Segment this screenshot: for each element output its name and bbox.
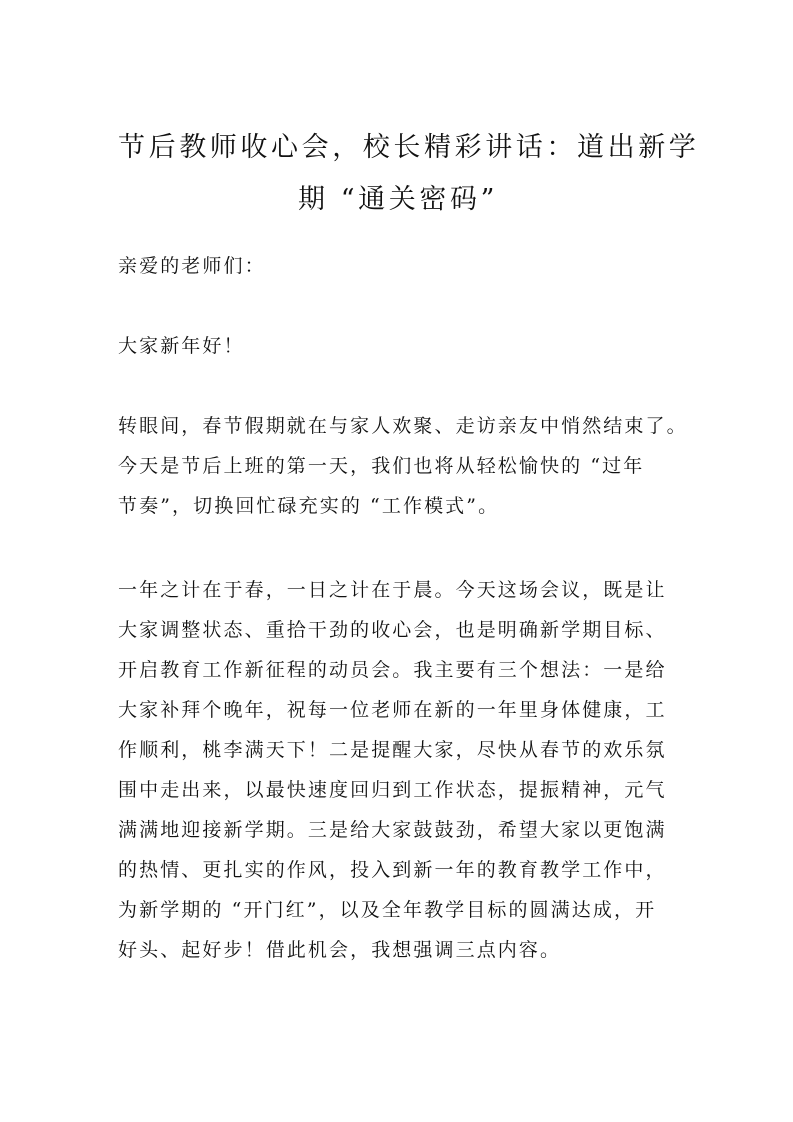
paragraph-2-line: 为新学期的 “开门红”，以及全年教学目标的圆满达成，开 bbox=[118, 899, 657, 921]
new-year-wish-paragraph bbox=[118, 326, 688, 366]
paragraph-2 bbox=[118, 570, 688, 970]
paragraph-1-line: 节奏”，切换回忙碌充实的 “工作模式”。 bbox=[118, 495, 500, 517]
paragraph-2-line: 一年之计在于春，一日之计在于晨。今天这场会议，既是让 bbox=[118, 579, 667, 601]
paragraph-2-line: 的热情、更扎实的作风，投入到新一年的教育教学工作中， bbox=[118, 859, 667, 881]
paragraph-2-line: 满满地迎接新学期。三是给大家鼓鼓劲，希望大家以更饱满 bbox=[118, 819, 667, 841]
paragraph-1 bbox=[118, 406, 688, 526]
paragraph-1-line: 今天是节后上班的第一天，我们也将从轻松愉快的 “过年 bbox=[118, 455, 645, 477]
title-line-1: 节后教师收心会，校长精彩讲话：道出新学 bbox=[118, 132, 700, 163]
new-year-wish-text: 大家新年好！ bbox=[118, 335, 245, 357]
title-line-2: 期 “通关密码” bbox=[298, 184, 498, 215]
paragraph-2-line: 开启教育工作新征程的动员会。我主要有三个想法：一是给 bbox=[118, 659, 667, 681]
paragraph-2-line: 大家调整状态、重拾干劲的收心会，也是明确新学期目标、 bbox=[118, 619, 667, 641]
paragraph-2-line: 好头、起好步！借此机会，我想强调三点内容。 bbox=[118, 939, 562, 961]
greeting-paragraph bbox=[118, 246, 688, 286]
paragraph-2-line: 围中走出来，以最快速度回归到工作状态，提振精神，元气 bbox=[118, 779, 667, 801]
paragraph-1-line: 转眼间，春节假期就在与家人欢聚、走访亲友中悄然结束了。 bbox=[118, 415, 688, 437]
paragraph-2-line: 大家补拜个晚年，祝每一位老师在新的一年里身体健康，工 bbox=[118, 699, 667, 721]
greeting-text: 亲爱的老师们： bbox=[118, 255, 266, 277]
document-title bbox=[118, 122, 700, 226]
paragraph-2-line: 作顺利，桃李满天下！二是提醒大家，尽快从春节的欢乐氛 bbox=[118, 739, 667, 761]
